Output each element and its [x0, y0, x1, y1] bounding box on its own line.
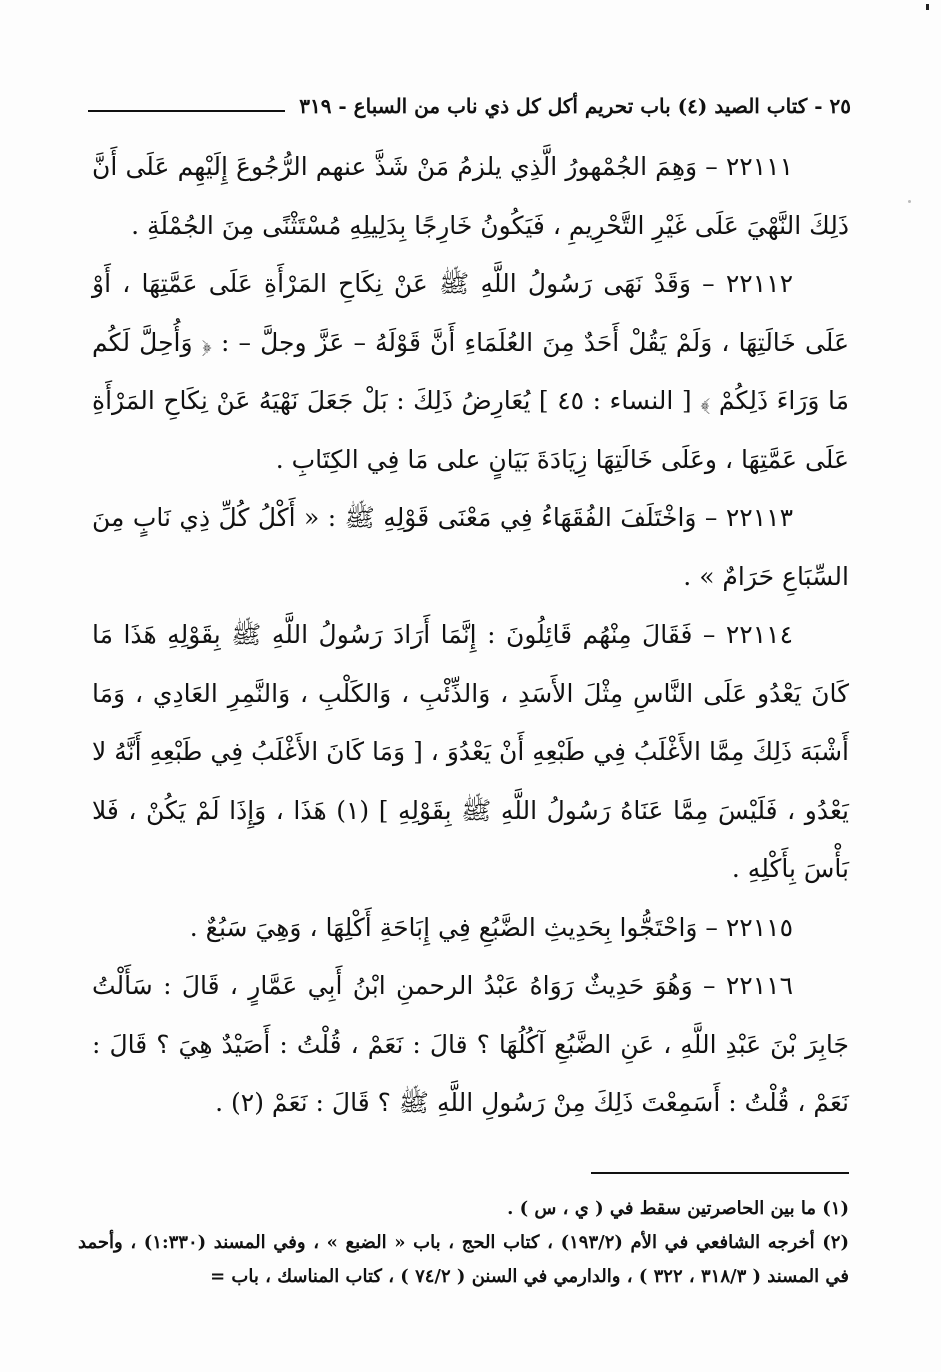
- margin-dot-mark: [908, 200, 911, 203]
- footnotes: [78, 1192, 849, 1294]
- main-text: [92, 138, 849, 1133]
- paragraph-22115: ٢٢١١٥ – وَاحْتَجُّوا بِحَدِيثِ الضَّبُعِ فِي إِبَاحَةِ أَكْلِهَا ، وَهِيَ سَبُعٌ .: [189, 912, 793, 942]
- paragraph-22114: ٢٢١١٤ – فَقَالَ مِنْهُم قَائِلُونَ : إِنَّمَا أَرَادَ رَسُولُ اللَّهِ ﷺ بِقَوْلِهِ هَذَا مَا كَانَ يَعْدُو عَلَى النَّاسِ مِثْلَ الأَسَدِ ، وَالذِّئْبِ ، وَالكَلْبِ ، وَالنَّمِرِ العَادِي ، وَمَا أَشْبَهَ ذَلِكَ مِمَّا الأَغْلَبُ فِي طَبْعِهِ أَنْ يَعْدُوَ ، [ وَمَا كَانَ الأَغْلَبُ فِي طَبْعِهِ أَنَّهُ لا يَعْدُو ، فَلَيْسَ مِمَّا عَنَاهُ رَسُولُ اللَّهِ ﷺ بِقَوْلِهِ ] (١) هَذَا ، وَإِذَا لَمْ يَكُنْ ، فَلا بَأْسَ بِأَكْلِهِ .: [92, 620, 849, 883]
- footnote-separator: [591, 1172, 849, 1174]
- footnote-1: (١) ما بين الحاصرتين سقط في ( ي ، س ) .: [507, 1198, 849, 1219]
- paragraph-22116: ٢٢١١٦ – وَهُوَ حَدِيثٌ رَوَاهُ عَبْدُ الرحمنِ ابْنُ أَبِي عَمَّارٍ ، قَالَ : سَأَلْتُ جَابِرَ بْنَ عَبْدِ اللَّهِ ، عَنِ الضَّبُعِ آكُلُهَا ؟ قالَ : نَعَمْ ، قُلْتُ : أَصَيْدٌ هِيَ ؟ قَالَ : نَعَمْ ، قُلْتُ : أَسَمِعْتَ ذَلِكَ مِنْ رَسُولِ اللَّهِ ﷺ ؟ قَالَ : نَعَمْ (٢) .: [92, 971, 849, 1117]
- running-header: [88, 78, 851, 118]
- footnote-2: (٢) أخرجه الشافعي في الأم (١٩٣/٢) ، كتاب الحج ، باب « الضبع » ، وفي المسند (١:٣٣٠) ، وأحمد في المسند ( ٣١٨/٣ ، ٣٢٢ ) ، والدارمي في السنن ( ٧٤/٢ ) ، كتاب المناسك ، باب =: [78, 1232, 849, 1287]
- margin-tick-mark: [926, 4, 929, 10]
- paragraph-22111: ٢٢١١١ – وَهِمَ الجُمْهورُ الَّذِي يلزمُ مَنْ شَذَّ عنهم الرُّجُوعَ إِلَيْهِم عَلَى أَنَّ ذَلِكَ النَّهْيَ عَلَى غَيْرِ التَّحْرِيمِ ، فَيَكُونُ خَارِجًا بِدَلِيلِهِ مُسْتَثْنًى مِنَ الجُمْلَةِ .: [92, 152, 849, 240]
- paragraph-22112: ٢٢١١٢ – وَقَدْ نَهَى رَسُولُ اللَّهِ ﷺ عَنْ نِكَاحِ المَرْأَةِ عَلَى عَمَّتِهَا ، أَوْ عَلَى خَالَتِهَا ، وَلَمْ يَقُلْ أَحَدٌ مِنَ العُلَمَاءِ أَنَّ قَوْلَهُ – عَزَّ وجلَّ – : ﴿ وَأُحِلَّ لَكُم مَا وَرَاءَ ذَلِكُمْ ﴾ [ النساء : ٤٥ ] يُعَارِضُ ذَلِكَ : بَلْ جَعَلَ نَهْيَهُ عَنْ نِكَاحِ المَرْأَةِ عَلَى عَمَّتِهَا ، وعَلَى خَالَتِهَا زِيَادَةَ بَيَانٍ على مَا فِي الكِتَابِ .: [92, 269, 849, 474]
- header-rule: [88, 110, 285, 112]
- paragraph-22113: ٢٢١١٣ – وَاخْتَلَفَ الفُقَهَاءُ فِي مَعْنَى قَوْلِهِ ﷺ : « أَكْلُ كُلِّ ذِي نَابٍ مِنَ السِّبَاعِ حَرَامٌ » .: [92, 503, 849, 591]
- running-header-title: ٢٥ - كتاب الصيد (٤) باب تحريم أكل كل ذي ناب من السباع - ٣١٩: [299, 94, 851, 118]
